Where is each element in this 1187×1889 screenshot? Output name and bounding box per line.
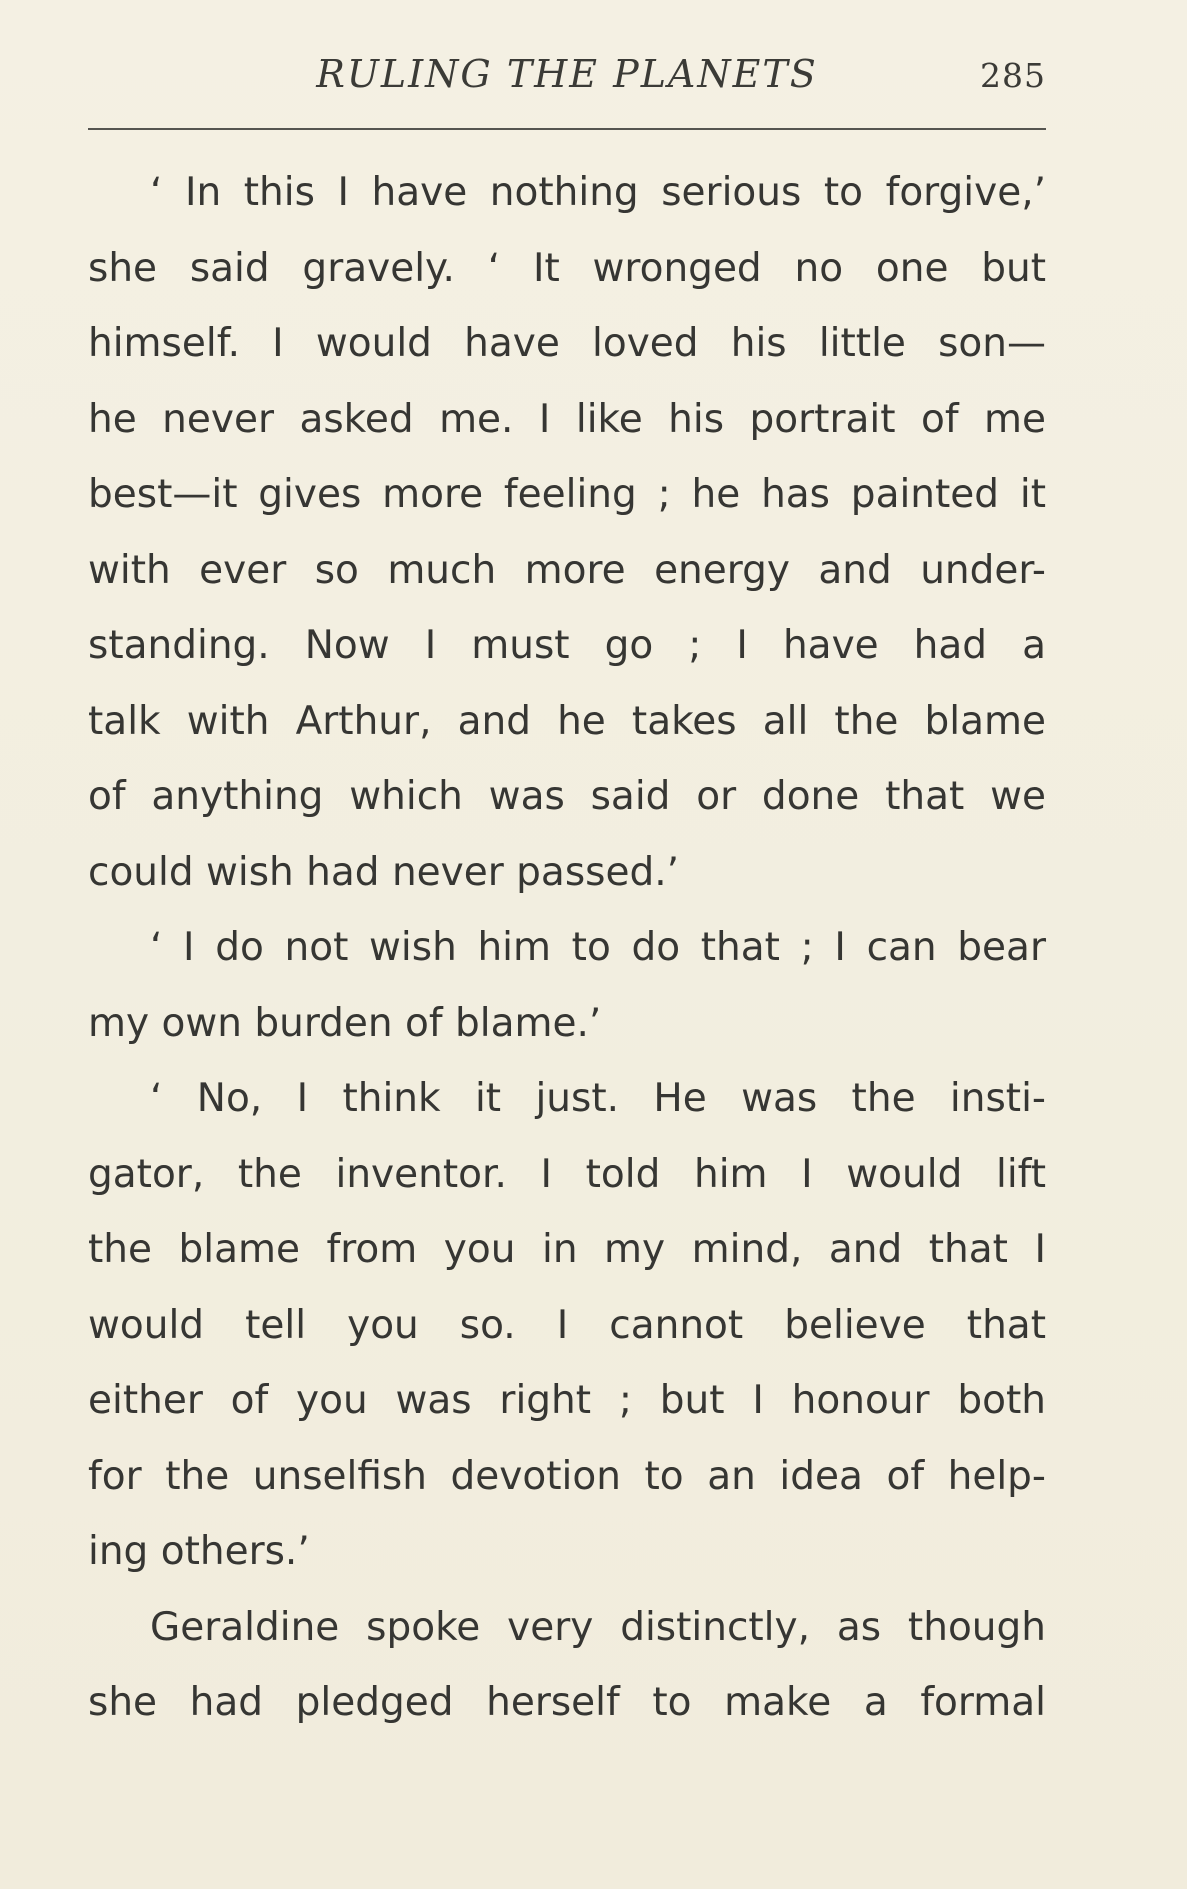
text-line: could wish had never passed.’ bbox=[88, 849, 679, 895]
text-line: with ever so much more energy and under- bbox=[88, 547, 1046, 593]
running-title: RULING THE PLANETS bbox=[316, 52, 818, 96]
text-line: ‘ In this I have nothing serious to forgive,’ bbox=[150, 170, 1046, 215]
text-line: best—it gives more feeling ; he has painted it bbox=[88, 472, 1046, 517]
text-line: my own burden of blame.’ bbox=[88, 1000, 602, 1046]
text-line: the blame from you in my mind, and that I bbox=[88, 1227, 1046, 1272]
page-number: 285 bbox=[980, 56, 1046, 95]
text-line: ‘ No, I think it just. He was the insti- bbox=[150, 1076, 1046, 1121]
text-line: either of you was right ; but I honour both bbox=[88, 1378, 1046, 1423]
running-head bbox=[88, 52, 1046, 102]
text-line: talk with Arthur, and he takes all the blame bbox=[88, 698, 1046, 744]
header-rule bbox=[88, 128, 1046, 130]
text-line: Geraldine spoke very distinctly, as though bbox=[150, 1604, 1046, 1650]
text-line: ing others.’ bbox=[88, 1529, 310, 1574]
text-line: would tell you so. I cannot believe that bbox=[88, 1302, 1046, 1348]
text-line: of anything which was said or done that we bbox=[88, 774, 1046, 819]
text-line: gator, the inventor. I told him I would lift bbox=[88, 1151, 1046, 1197]
text-line: ‘ I do not wish him to do that ; I can bear bbox=[150, 925, 1046, 970]
body-text bbox=[88, 155, 1046, 1741]
text-line: himself. I would have loved his little son— bbox=[88, 321, 1046, 366]
text-line: standing. Now I must go ; I have had a bbox=[88, 623, 1046, 668]
text-line: he never asked me. I like his portrait of me bbox=[88, 396, 1046, 442]
text-line: she had pledged herself to make a formal bbox=[88, 1680, 1046, 1725]
text-line: she said gravely. ‘ It wronged no one but bbox=[88, 245, 1046, 291]
text-line: for the unselfish devotion to an idea of help- bbox=[88, 1453, 1046, 1499]
